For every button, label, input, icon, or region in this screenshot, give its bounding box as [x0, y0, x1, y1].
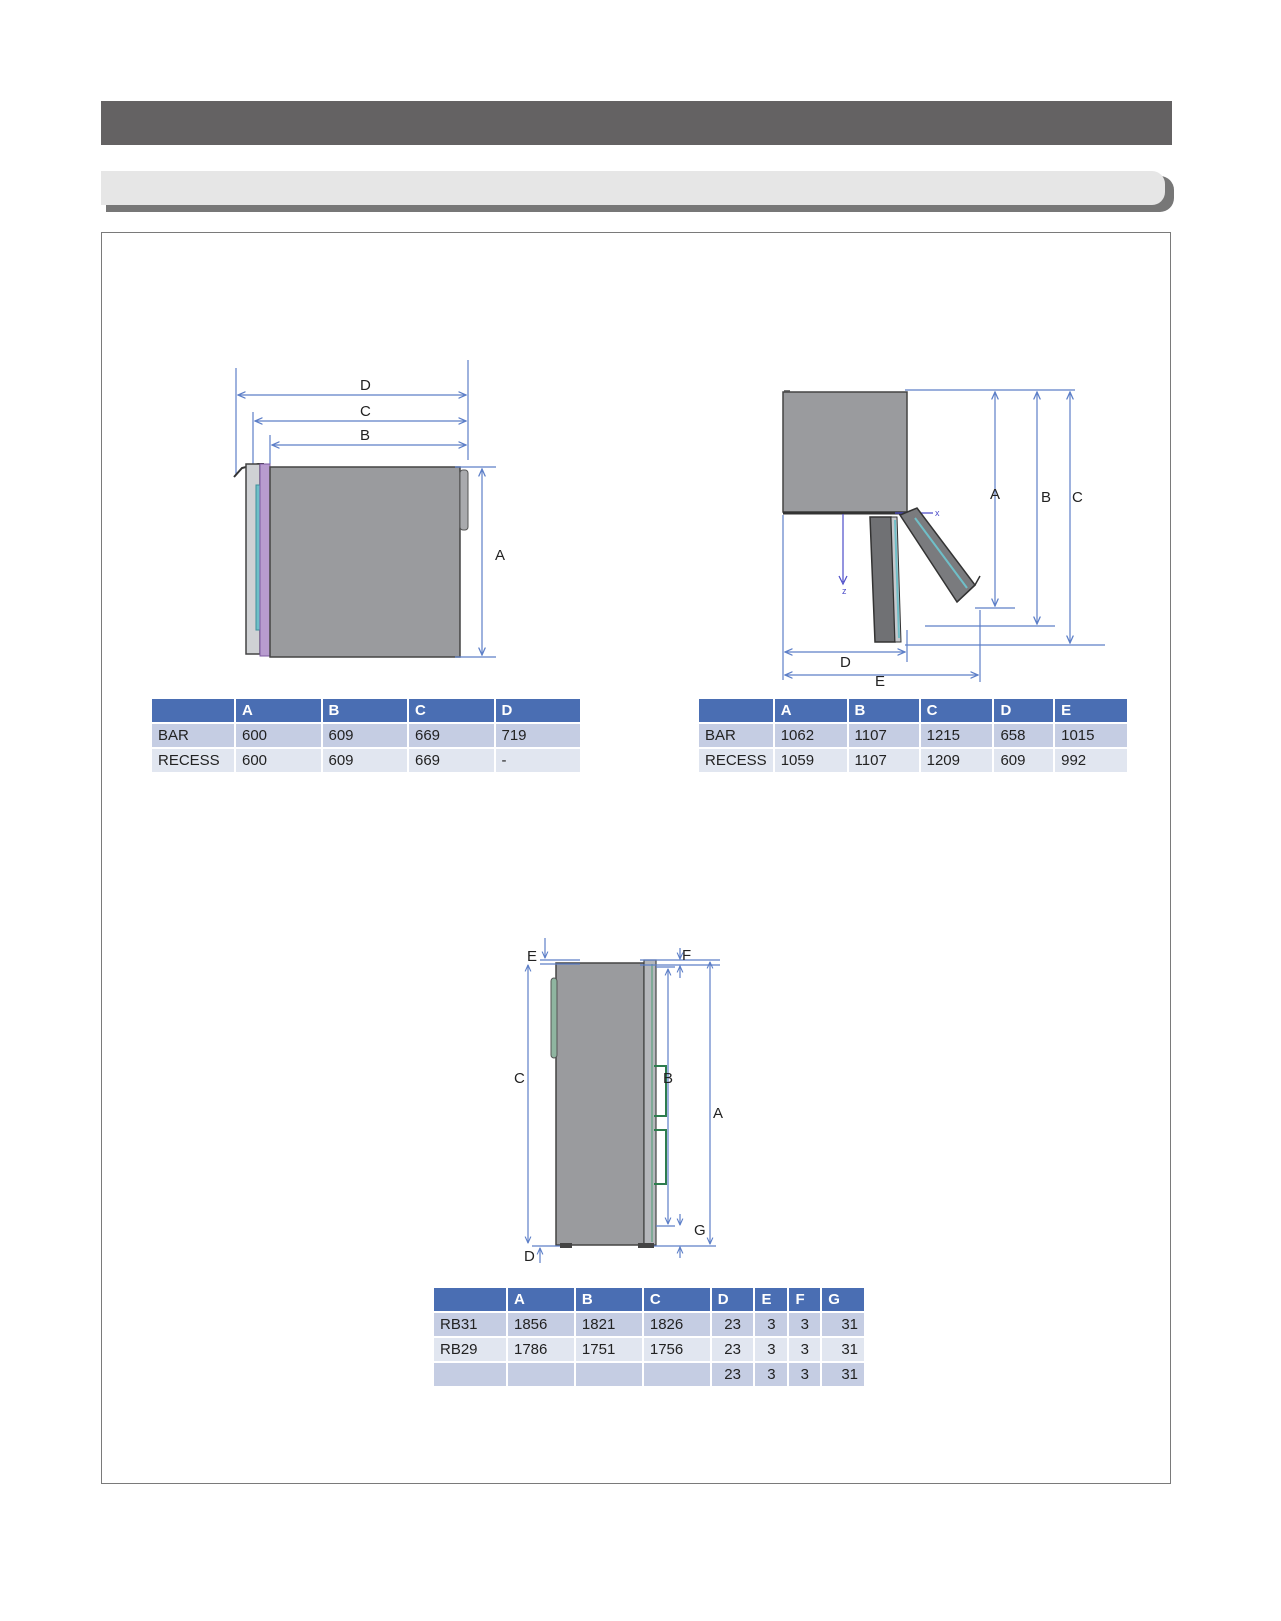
table-cell: 658	[994, 724, 1053, 747]
cabinet-body	[270, 467, 460, 657]
table-cell: 669	[409, 724, 494, 747]
spec-table-bar-recess	[150, 697, 582, 774]
section-header-bar	[101, 101, 1172, 145]
table-cell	[508, 1363, 574, 1386]
table-cell: 1751	[576, 1338, 642, 1361]
cabinet-top	[783, 392, 907, 512]
table-cell: 1215	[921, 724, 993, 747]
row-label: BAR	[699, 724, 773, 747]
dim-label-e: E	[875, 673, 886, 690]
table-header-cell: E	[755, 1288, 787, 1311]
table-cell: 31	[822, 1338, 864, 1361]
top-view-door-open-diagram	[775, 380, 1115, 690]
subheader-bar	[101, 171, 1165, 205]
table-cell: 669	[409, 749, 494, 772]
table-header-cell: D	[496, 699, 581, 722]
row-label: BAR	[152, 724, 234, 747]
table-row	[699, 724, 1127, 747]
table-header-cell: B	[849, 699, 919, 722]
dim-label-b: B	[360, 427, 371, 444]
table-header-cell: A	[775, 699, 847, 722]
table-cell: 23	[712, 1363, 754, 1386]
table-cell	[576, 1363, 642, 1386]
table-cell: 1015	[1055, 724, 1127, 747]
table-header-cell: A	[236, 699, 321, 722]
table-header-cell: B	[576, 1288, 642, 1311]
table-header-cell: B	[323, 699, 408, 722]
table-row	[434, 1363, 864, 1386]
dim-label-a: A	[713, 1105, 724, 1122]
svg-text:x: x	[935, 508, 940, 518]
dim-label-a: A	[990, 486, 1001, 503]
table-cell: 3	[789, 1363, 820, 1386]
table-row	[152, 724, 580, 747]
table-cell: 609	[323, 749, 408, 772]
table-cell: 719	[496, 724, 581, 747]
table-header-cell: E	[1055, 699, 1127, 722]
table-cell: 992	[1055, 749, 1127, 772]
table-cell: 23	[712, 1338, 754, 1361]
table-cell: 3	[789, 1313, 820, 1336]
dim-label-a: A	[495, 547, 506, 564]
table-header-cell: C	[644, 1288, 710, 1311]
cabinet-body	[556, 963, 644, 1245]
dim-label-d: D	[360, 377, 371, 394]
table-cell: 31	[822, 1363, 864, 1386]
dim-label-g: G	[694, 1222, 706, 1239]
table-cell: 609	[323, 724, 408, 747]
side-view-height-diagram	[514, 938, 760, 1268]
table-cell: 3	[755, 1363, 787, 1386]
dim-label-b: B	[663, 1070, 674, 1087]
table-header-cell	[434, 1288, 506, 1311]
table-cell: 1062	[775, 724, 847, 747]
table-cell: 1209	[921, 749, 993, 772]
table-cell: 3	[789, 1338, 820, 1361]
table-row	[434, 1313, 864, 1336]
side-view-diagram	[220, 360, 540, 680]
table-header-cell: F	[789, 1288, 820, 1311]
table-cell: 1107	[849, 749, 919, 772]
table-cell: 3	[755, 1338, 787, 1361]
spec-table-door-open	[697, 697, 1129, 774]
table-header-cell	[152, 699, 234, 722]
table-cell: 600	[236, 749, 321, 772]
table-cell: 3	[755, 1313, 787, 1336]
table-cell: 1786	[508, 1338, 574, 1361]
table-row	[699, 749, 1127, 772]
table-header-cell: C	[921, 699, 993, 722]
dim-label-c: C	[1072, 489, 1083, 506]
table-header-cell: A	[508, 1288, 574, 1311]
table-cell: 23	[712, 1313, 754, 1336]
dim-label-d: D	[840, 654, 851, 671]
dim-label-c: C	[360, 403, 371, 420]
table-cell: 1856	[508, 1313, 574, 1336]
spec-table-models	[432, 1286, 866, 1388]
table-cell: 1826	[644, 1313, 710, 1336]
dim-label-d: D	[524, 1248, 535, 1265]
dim-label-f: F	[682, 947, 692, 964]
table-cell: 1821	[576, 1313, 642, 1336]
dim-label-c: C	[514, 1070, 525, 1087]
table-header-cell	[699, 699, 773, 722]
table-cell	[644, 1363, 710, 1386]
dim-label-e: E	[527, 948, 538, 965]
table-cell: 1059	[775, 749, 847, 772]
table-header-cell: C	[409, 699, 494, 722]
table-cell: 1756	[644, 1338, 710, 1361]
table-cell: 31	[822, 1313, 864, 1336]
table-header-cell: G	[822, 1288, 864, 1311]
row-label: RB29	[434, 1338, 506, 1361]
table-header-cell: D	[994, 699, 1053, 722]
table-cell: 609	[994, 749, 1053, 772]
row-label: RECESS	[699, 749, 773, 772]
table-cell: 600	[236, 724, 321, 747]
table-header-cell: D	[712, 1288, 754, 1311]
row-label: RECESS	[152, 749, 234, 772]
table-row	[434, 1338, 864, 1361]
table-cell: -	[496, 749, 581, 772]
svg-text:z: z	[842, 586, 847, 596]
row-label	[434, 1363, 506, 1386]
table-row	[152, 749, 580, 772]
table-cell: 1107	[849, 724, 919, 747]
row-label: RB31	[434, 1313, 506, 1336]
dim-label-b: B	[1041, 489, 1052, 506]
